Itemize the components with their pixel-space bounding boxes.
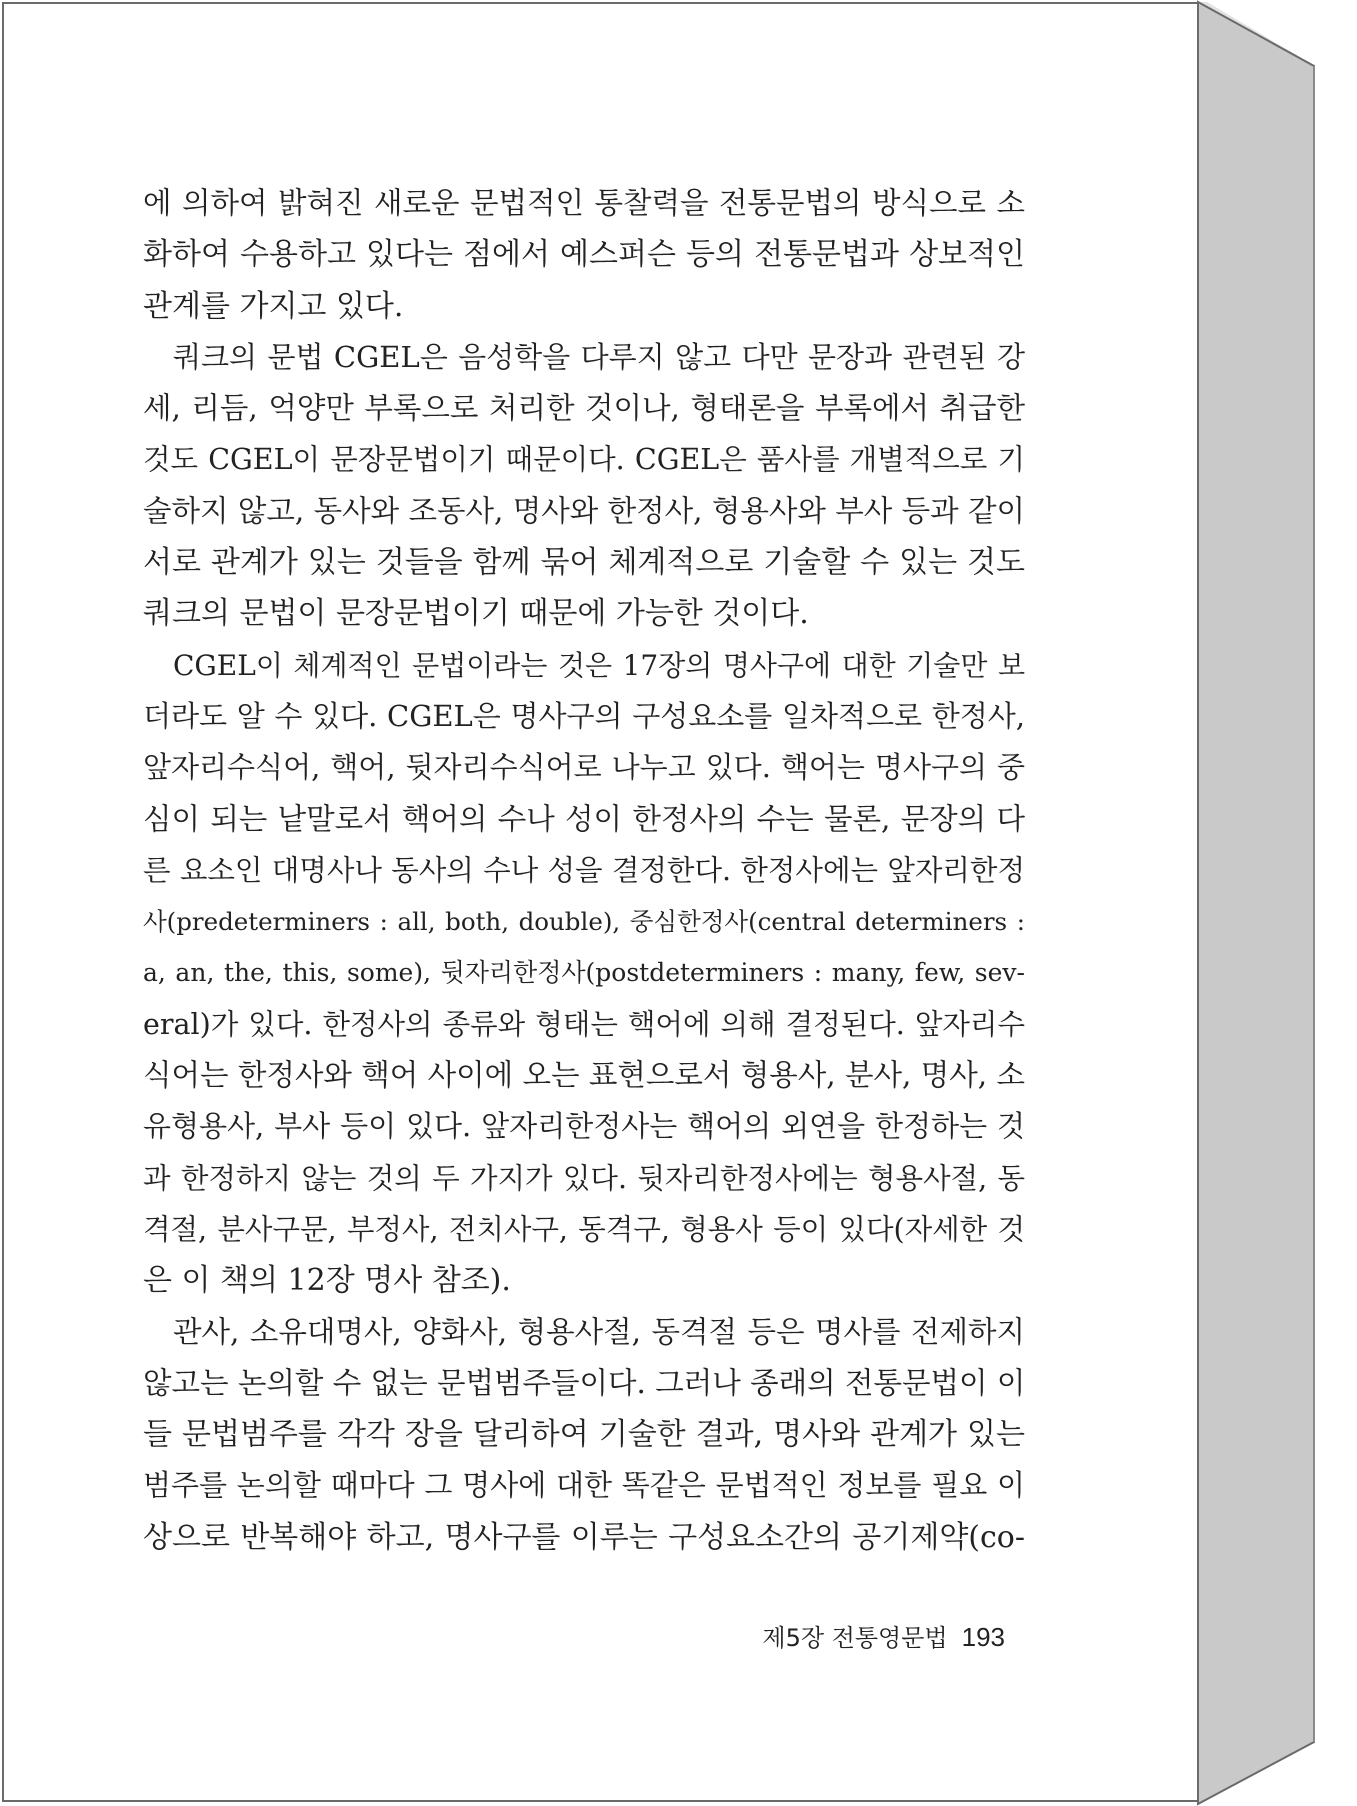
text-line: 앞자리수식어, 핵어, 뒷자리수식어로 나누고 있다. 핵어는 명사구의 중	[143, 750, 1025, 785]
text-line: 들 문법범주를 각각 장을 달리하여 기술한 결과, 명사와 관계가 있는	[143, 1417, 1025, 1453]
text-line: 은 이 책의 12장 명사 참조).	[143, 1263, 511, 1299]
text-line: 쿼크의 문법 CGEL은 음성학을 다루지 않고 다만 문장과 관련된 강	[173, 339, 1025, 374]
text-line: 것도 CGEL이 문장문법이기 때문이다. CGEL은 품사를 개별적으로 기	[143, 443, 1025, 477]
page-number: 193	[961, 1622, 1005, 1652]
text-line: 식어는 한정사와 핵어 사이에 오는 표현으로서 형용사, 분사, 명사, 소	[143, 1058, 1025, 1093]
text-line: eral)가 있다. 한정사의 종류와 형태는 핵어에 의해 결정된다. 앞자리수	[143, 1007, 1025, 1041]
text-line: 에 의하여 밝혀진 새로운 문법적인 통찰력을 전통문법의 방식으로 소	[143, 186, 1025, 220]
body-text	[143, 178, 1025, 1563]
spine-side-face	[1198, 2, 1314, 1804]
text-line: 른 요소인 대명사나 동사의 수나 성을 결정한다. 한정사에는 앞자리한정	[143, 853, 1025, 887]
text-line: a, an, the, this, some), 뒷자리한정사(postdeterminers : many, few, sev-	[143, 958, 1025, 988]
text-line: 쿼크의 문법이 문장문법이기 때문에 가능한 것이다.	[143, 596, 809, 632]
text-line: 심이 되는 낱말로서 핵어의 수나 성이 한정사의 수는 물론, 문장의 다	[143, 801, 1025, 836]
text-line: 관계를 가지고 있다.	[143, 288, 404, 324]
text-line: 않고는 논의할 수 없는 문법범주들이다. 그러나 종래의 전통문법이 이	[143, 1365, 1025, 1400]
text-line: 관사, 소유대명사, 양화사, 형용사절, 동격절 등은 명사를 전제하지	[173, 1314, 1025, 1349]
text-line: 세, 리듬, 억양만 부록으로 처리한 것이나, 형태론을 부록에서 취급한	[143, 391, 1025, 426]
running-chapter-title: 제5장 전통영문법	[762, 1624, 948, 1652]
text-line: 상으로 반복해야 하고, 명사구를 이루는 구성요소간의 공기제약(co-	[143, 1519, 1025, 1555]
text-line: 더라도 알 수 있다. CGEL은 명사구의 구성요소를 일차적으로 한정사,	[143, 698, 1025, 733]
text-line: 사(predeterminers : all, both, double), 중심한정사(central determiners :	[143, 907, 1025, 937]
text-line: CGEL이 체계적인 문법이라는 것은 17장의 명사구에 대한 기술만 보	[173, 648, 1025, 682]
text-line: 술하지 않고, 동사와 조동사, 명사와 한정사, 형용사와 부사 등과 같이	[143, 493, 1025, 528]
text-line: 유형용사, 부사 등이 있다. 앞자리한정사는 핵어의 외연을 한정하는 것	[143, 1109, 1025, 1144]
text-line: 화하여 수용하고 있다는 점에서 예스퍼슨 등의 전통문법과 상보적인	[143, 237, 1025, 273]
text-line: 범주를 논의할 때마다 그 명사에 대한 똑같은 문법적인 정보를 필요 이	[143, 1468, 1025, 1503]
page-footer	[745, 1618, 1005, 1653]
text-line: 격절, 분사구문, 부정사, 전치사구, 동격구, 형용사 등이 있다(자세한 것	[143, 1212, 1025, 1246]
text-line: 서로 관계가 있는 것들을 함께 묶어 체계적으로 기술할 수 있는 것도	[143, 545, 1025, 581]
text-line: 과 한정하지 않는 것의 두 가지가 있다. 뒷자리한정사에는 형용사절, 동	[143, 1161, 1025, 1195]
